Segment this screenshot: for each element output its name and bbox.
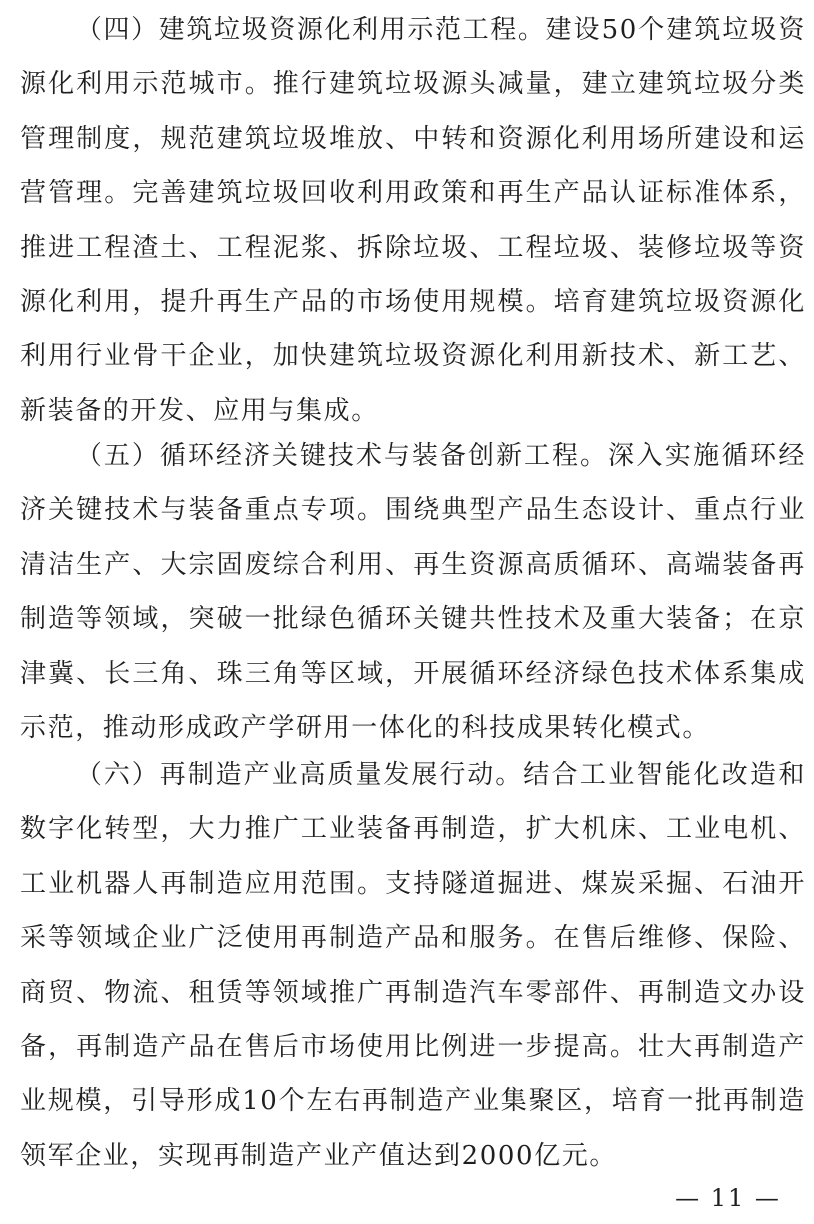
section-5-heading: （五）循环经济关键技术与装备创新工程。 [75, 441, 608, 471]
paragraph-section-5 [20, 429, 806, 755]
section-6-heading: （六）再制造产业高质量发展行动。 [75, 760, 524, 790]
section-4-body: 建设50个建筑垃圾资源化利用示范城市。推行建筑垃圾源头减量，建立建筑垃圾分类管理制度，规范建筑垃圾堆放、中转和资源化利用场所建设和运营管理。完善建筑垃圾回收利用政策和再生产品认证标准体系，推进工程渣土、工程泥浆、拆除垃圾、工程垃圾、装修垃圾等资源化利用，提升再生产品的市场使用规模。培育建筑垃圾资源化利用行业骨干企业，加快建筑垃圾资源化利用新技术、新工艺、新装备的开发、应用与集成。 [20, 15, 806, 426]
section-6-body: 结合工业智能化改造和数字化转型，大力推广工业装备再制造，扩大机床、工业电机、工业机器人再制造应用范围。支持隧道掘进、煤炭采掘、石油开采等领域企业广泛使用再制造产品和服务。在售后维修、保险、商贸、物流、租赁等领域推广再制造汽车零部件、再制造文办设备，再制造产品在售后市场使用比例进一步提高。壮大再制造产业规模，引导形成10个左右再制造产业集聚区，培育一批再制造领军企业，实现再制造产业产值达到2000亿元。 [20, 760, 806, 1171]
section-4-heading: （四）建筑垃圾资源化利用示范工程。 [75, 15, 546, 45]
page-number: — 11 — [675, 1184, 781, 1212]
paragraph-section-6 [20, 748, 806, 1183]
section-5-body: 深入实施循环经济关键技术与装备重点专项。围绕典型产品生态设计、重点行业清洁生产、大宗固废综合利用、再生资源高质循环、高端装备再制造等领域，突破一批绿色循环关键共性技术及重大装备；在京津冀、长三角、珠三角等区域，开展循环经济绿色技术体系集成示范，推动形成政产学研用一体化的科技成果转化模式。 [20, 441, 806, 744]
paragraph-section-4 [20, 3, 806, 438]
